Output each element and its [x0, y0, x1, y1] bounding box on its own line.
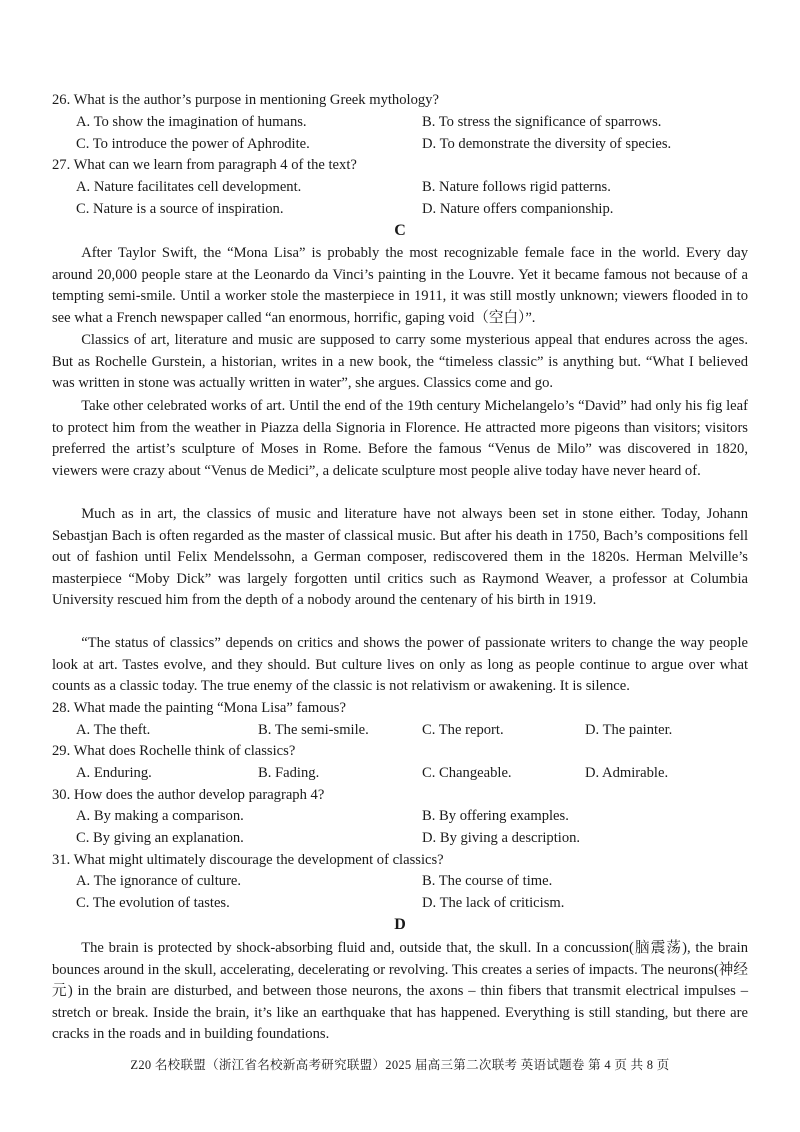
section-d-heading: D — [394, 916, 406, 933]
question-31-stem: 31. What might ultimately discourage the development of classics? — [52, 852, 444, 868]
question-30-stem: 30. How does the author develop paragraph 4? — [52, 787, 325, 803]
question-29-option-c: C. Changeable. — [422, 765, 512, 781]
page-footer: Z20 名校联盟（浙江省名校新高考研究联盟）2025 届高三第二次联考 英语试题卷 第 4 页 共 8 页 — [130, 1058, 670, 1072]
question-31-option-d: D. The lack of criticism. — [422, 895, 565, 911]
question-27-stem: 27. What can we learn from paragraph 4 of the text? — [52, 157, 357, 173]
question-27-option-d: D. Nature offers companionship. — [422, 201, 614, 217]
question-26-option-c: C. To introduce the power of Aphrodite. — [76, 136, 310, 152]
question-30-option-a: A. By making a comparison. — [76, 808, 244, 824]
question-28-option-c: C. The report. — [422, 722, 504, 738]
section-c-paragraph-5: “The status of classics” depends on critics and shows the power of passionate writers to change the way people look at art. Tastes evolve, and they should. But culture lives on only as long as people continue to argue over what counts as a classic today. The true enemy of the classic is not relativism or awakening. It is silence. — [52, 635, 748, 695]
question-26-option-b: B. To stress the significance of sparrows. — [422, 114, 662, 130]
section-c-paragraph-4: Much as in art, the classics of music and literature have not always been set in stone either. Today, Johann Sebastjan Bach is often regarded as the master of classical music. But after his death in 1750, Bach’s compositions fell out of fashion until Felix Mendelssohn, a German composer, rediscovered them in the 1820s. Herman Melville’s masterpiece “Moby Dick” was largely forgotten until critics such as Raymond Weaver, a professor at Columbia University rescued him from the depth of a nobody around the centenary of his birth in 1919. — [52, 506, 748, 609]
question-26-stem: 26. What is the author’s purpose in mentioning Greek mythology? — [52, 92, 439, 108]
question-28-option-b: B. The semi-smile. — [258, 722, 369, 738]
section-c-heading: C — [394, 222, 406, 239]
question-28-stem: 28. What made the painting “Mona Lisa” famous? — [52, 700, 346, 716]
question-26-option-d: D. To demonstrate the diversity of species. — [422, 136, 672, 152]
question-27-option-c: C. Nature is a source of inspiration. — [76, 201, 284, 217]
section-d-paragraph-1: The brain is protected by shock-absorbing fluid and, outside that, the skull. In a concussion(脑震荡), the brain bounces around in the skull, accelerating, decelerating or revolving. This creates a series of impacts. The neurons(神经元) in the brain are disturbed, and between those neurons, the axons – thin fibers that transmit electrical impulses – stretch or break. Inside the brain, it’s like an earthquake that has happened. Everything is still standing, but there are cracks in the roads and in building foundations. — [52, 940, 748, 1043]
question-29-option-d: D. Admirable. — [585, 765, 669, 781]
question-31-option-c: C. The evolution of tastes. — [76, 895, 230, 911]
question-29-option-a: A. Enduring. — [76, 765, 152, 781]
section-c-paragraph-3: Take other celebrated works of art. Until the end of the 19th century Michelangelo’s “David” had only his fig leaf to protect him from the weather in Piazza della Signoria in Florence. He attracted more pigeons than visitors; visitors preferred the artist’s sculpture of Moses in Rome. Before the famous “Venus de Milo” was discovered in 1820, viewers were crazy about “Venus de Medici”, a delicate sculpture most people alive today have never heard of. — [52, 398, 748, 479]
question-29-option-b: B. Fading. — [258, 765, 320, 781]
question-26-option-a: A. To show the imagination of humans. — [76, 114, 307, 130]
question-30-option-b: B. By offering examples. — [422, 808, 569, 824]
question-28-option-d: D. The painter. — [585, 722, 673, 738]
section-c-paragraph-1: After Taylor Swift, the “Mona Lisa” is probably the most recognizable female face in the world. Every day around 20,000 people stare at the Leonardo da Vinci’s painting in the Louvre. Yet it became famous not because of a tempting semi-smile. Until a worker stole the masterpiece in 1911, it was still mostly unknown; viewers flooded in to see what a French newspaper called “an enormous, horrific, gaping void（空白）”. — [52, 245, 748, 326]
question-27-option-a: A. Nature facilitates cell development. — [76, 179, 302, 195]
section-c-paragraph-2: Classics of art, literature and music are supposed to carry some mysterious appeal that endures across the ages. But as Rochelle Gurstein, a historian, writes in a new book, the “timeless classic” is anything but. “What I believed was written in stone was actually written in water”, she argues. Classics come and go. — [52, 332, 748, 392]
question-28-option-a: A. The theft. — [76, 722, 151, 738]
question-30-option-d: D. By giving a description. — [422, 830, 581, 846]
question-29-stem: 29. What does Rochelle think of classics? — [52, 743, 296, 759]
question-27-option-b: B. Nature follows rigid patterns. — [422, 179, 611, 195]
question-30-option-c: C. By giving an explanation. — [76, 830, 244, 846]
question-31-option-b: B. The course of time. — [422, 873, 553, 889]
question-31-option-a: A. The ignorance of culture. — [76, 873, 242, 889]
